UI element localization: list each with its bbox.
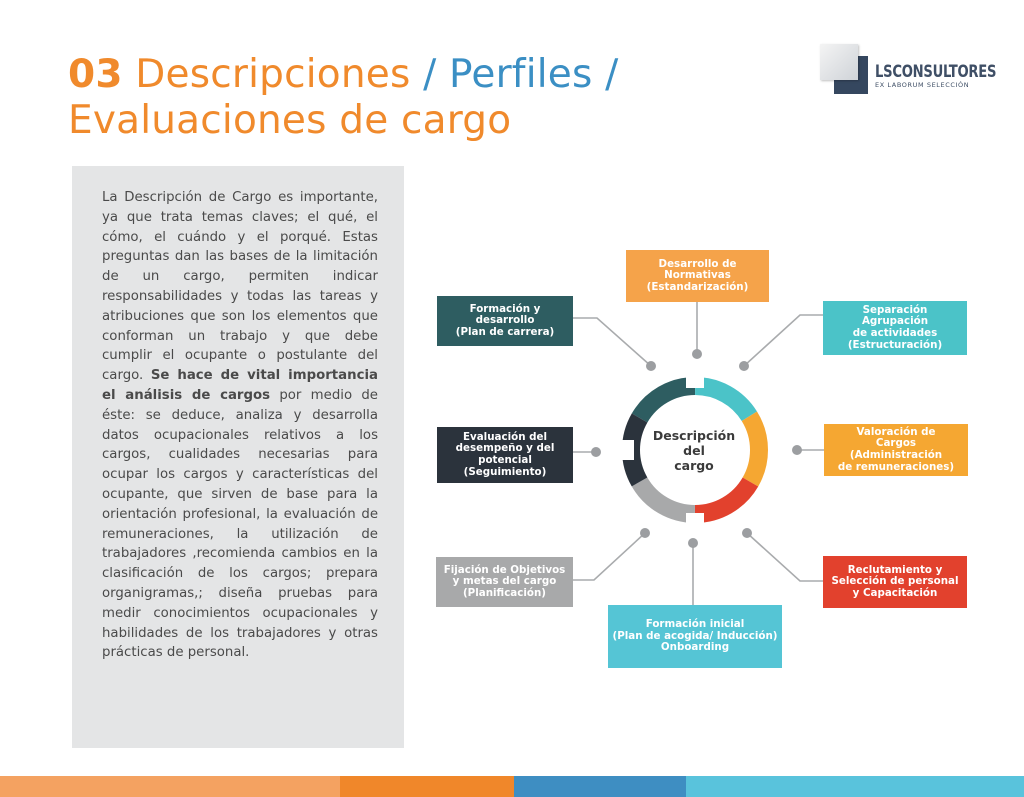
title-number: 03	[68, 52, 123, 97]
node-reclutamiento-label: Reclutamiento y Selección de personal y Capacitación	[831, 563, 959, 599]
ring-notch	[686, 513, 704, 526]
connector-dot	[591, 447, 601, 457]
node-separacion-label: Separación Agrupación de actividades (Estructuración)	[847, 303, 943, 351]
connector-dot	[688, 538, 698, 548]
footer-bar-segment	[0, 776, 340, 797]
connector-dot	[692, 349, 702, 359]
node-evaluacion	[437, 427, 573, 483]
node-onboarding-label: Formación inicial (Plan de acogida/ Inducción) Onboarding	[612, 618, 778, 654]
connector-dot	[792, 445, 802, 455]
connector-dot	[640, 528, 650, 538]
ring-notch	[622, 440, 634, 460]
node-separacion	[823, 301, 967, 355]
footer-bar-segment	[686, 776, 1024, 797]
body-text-part-2: por medio de éste: se deduce, analiza y desarrolla datos ocupacionales relativos a los cargos, cualidades necesarias para ocupar los cargos y características del ocupante, que sirven de base para la orientación profesional, la evaluación de remuneraciones, la utilización de trabajadores ,recomienda cambios en la clasificación de los cargos; prepara organigramas,; diseña pruebas para medir conocimientos ocupacionales y habilidades de los trabajadores y otras prácticas de personal.	[102, 387, 378, 661]
logo-tagline: EX LABORUM SELECCIÓN	[875, 81, 970, 89]
title-line-2: Evaluaciones de cargo	[68, 98, 512, 143]
node-formacion	[437, 296, 573, 346]
title-separator: /	[605, 52, 619, 97]
connector-separacion	[744, 315, 823, 366]
node-normativas	[626, 250, 769, 302]
node-reclutamiento	[823, 556, 967, 608]
footer-bar-segment	[340, 776, 514, 797]
node-evaluacion-label: Evaluación del desempeño y del potencial (Seguimiento)	[455, 430, 555, 478]
connector-dot	[742, 528, 752, 538]
logo-name: LSCONSULTORES	[875, 62, 997, 82]
center-label	[648, 428, 740, 473]
node-valoracion	[824, 424, 968, 476]
node-onboarding	[608, 605, 782, 668]
title-word-perfiles: Perfiles	[449, 52, 593, 97]
title-word-descripciones: Descripciones	[135, 52, 411, 97]
connector-reclutamiento	[747, 533, 823, 581]
ring-notch-tab	[755, 440, 767, 460]
connector-dot	[646, 361, 656, 371]
body-text-part-1: La Descripción de Cargo es importante, ya que trata temas claves; el qué, el cómo, el cuándo y el porqué. Estas preguntas dan las bases de la limitación de un cargo, permiten indicar responsabilidades y todas las tareas y atribuciones que son los elementos que conforman un trabajo y que debe cumplir el ocupante o postulante del cargo.	[102, 190, 378, 384]
center-label-text: Descripción del cargo	[652, 428, 736, 473]
ring-notch	[686, 377, 704, 388]
node-fijacion	[436, 557, 573, 607]
body-text-bold: Se hace de vital importancia el análisis de cargos	[102, 368, 378, 403]
node-normativas-label: Desarrollo de Normativas (Estandarización)	[646, 257, 749, 293]
node-formacion-label: Formación y desarrollo (Plan de carrera)	[455, 302, 555, 338]
node-valoracion-label: Valoración de Cargos (Administración de remuneraciones)	[837, 425, 955, 473]
node-fijacion-label: Fijación de Objetivos y metas del cargo (Planificación)	[443, 563, 566, 599]
footer-bar-segment	[514, 776, 686, 797]
connector-dot	[739, 361, 749, 371]
connector-formacion	[573, 318, 651, 366]
title-separator: /	[423, 52, 437, 97]
connector-fijacion	[573, 533, 645, 580]
